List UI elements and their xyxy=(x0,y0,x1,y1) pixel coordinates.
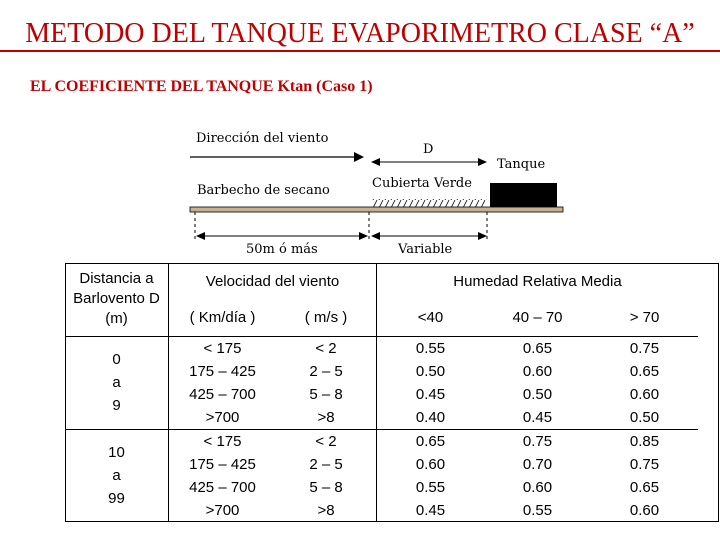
d-dimension-arrow xyxy=(371,158,487,166)
ground-strip xyxy=(190,207,563,212)
page-title: METODO DEL TANQUE EVAPORIMETRO CLASE “A” xyxy=(25,18,695,49)
distance-cell: 10 a 99 xyxy=(65,429,169,522)
humidity-low-cell: 0.55 0.50 0.45 0.40 xyxy=(377,336,485,429)
humidity-mid-cell: 0.65 0.60 0.50 0.45 xyxy=(484,336,591,429)
green-cover-hatch xyxy=(372,199,487,207)
header-humidity-low: <40 xyxy=(377,300,485,336)
d-label: D xyxy=(423,142,434,157)
humidity-high-cell: 0.85 0.75 0.65 0.60 xyxy=(629,432,660,519)
header-humidity-mid: 40 – 70 xyxy=(484,300,591,336)
table-row xyxy=(65,336,698,429)
tank-label: Tanque xyxy=(497,157,546,172)
evaporation-pan-diagram xyxy=(0,0,720,265)
header-distance: Distancia a Barlovento D (m) xyxy=(65,263,169,336)
header-ms: ( m/s ) xyxy=(276,300,377,336)
variable-arrow xyxy=(371,232,487,240)
subtitle: EL COEFICIENTE DEL TANQUE Ktan (Caso 1) xyxy=(30,78,373,95)
ms-cell: < 2 2 – 5 5 – 8 >8 xyxy=(276,429,377,522)
distance-cell: 0 a 9 xyxy=(65,336,169,429)
distance-50m-label: 50m ó más xyxy=(246,242,318,257)
wind-arrow xyxy=(190,152,364,162)
header-wind-speed: Velocidad del viento xyxy=(169,263,377,300)
kmd-cell: < 175 175 – 425 425 – 700 >700 xyxy=(169,336,277,429)
header-humidity-high: > 70 xyxy=(591,300,698,336)
distance-50m-arrow xyxy=(196,232,368,240)
tank-shape xyxy=(490,183,557,207)
ms-cell: < 2 2 – 5 5 – 8 >8 xyxy=(276,336,377,429)
green-cover-label: Cubierta Verde xyxy=(372,176,472,191)
humidity-mid-cell: 0.75 0.70 0.60 0.55 xyxy=(522,432,553,519)
humidity-high-cell: 0.75 0.65 0.60 0.50 xyxy=(591,336,698,429)
variable-label: Variable xyxy=(398,242,453,257)
header-kmd: ( Km/día ) xyxy=(169,300,277,336)
kmd-cell: < 175 175 – 425 425 – 700 >700 xyxy=(189,432,256,519)
coefficient-table xyxy=(65,263,698,522)
wind-direction-label: Dirección del viento xyxy=(196,131,329,146)
table-row xyxy=(65,429,698,522)
dry-fallow-label: Barbecho de secano xyxy=(197,183,330,198)
humidity-low-cell: 0.65 0.60 0.55 0.45 xyxy=(415,432,446,519)
header-humidity: Humedad Relativa Media xyxy=(453,273,622,290)
